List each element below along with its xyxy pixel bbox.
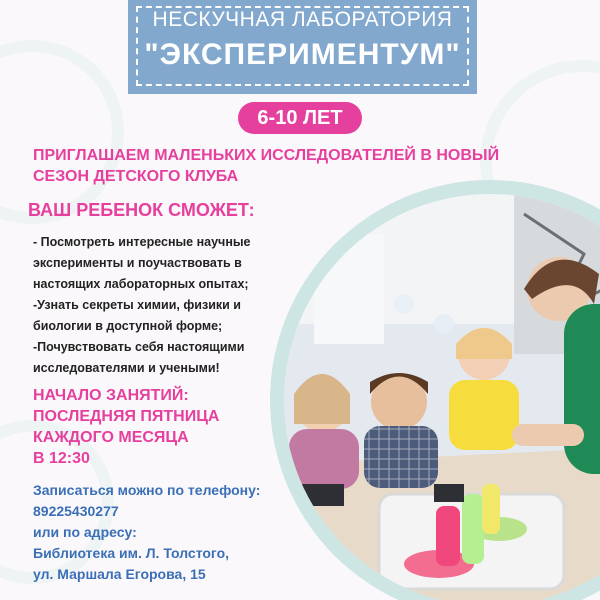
schedule-line: В 12:30 — [33, 450, 90, 467]
skills-line: биологии в доступной форме; — [33, 319, 223, 333]
skills-line: исследователями и учеными! — [33, 361, 220, 375]
address-line: Библиотека им. Л. Толстого, — [33, 545, 230, 561]
skills-line: эксперименты и поучаствовать в — [33, 256, 242, 270]
schedule-line: НАЧАЛО ЗАНЯТИЙ: — [33, 387, 189, 404]
schedule-block — [33, 385, 273, 469]
skills-line: -Почувствовать себя настоящими — [33, 340, 245, 354]
skills-line: -Узнать секреты химии, физики и — [33, 298, 241, 312]
age-badge: 6-10 ЛЕТ — [238, 102, 362, 134]
schedule-line: ПОСЛЕДНЯЯ ПЯТНИЦА — [33, 408, 220, 425]
contacts-block — [33, 480, 333, 585]
address-line: ул. Маршала Егорова, 15 — [33, 566, 206, 582]
title-line-2: "ЭКСПЕРИМЕНТУМ" — [144, 38, 461, 71]
title-box — [130, 0, 475, 92]
skills-heading: ВАШ РЕБЕНОК СМОЖЕТ: — [28, 200, 255, 220]
skills-list — [33, 232, 283, 379]
skills-line: настоящих лабораторных опытах; — [33, 277, 249, 291]
skills-line: - Посмотреть интересные научные — [33, 235, 251, 249]
bg-pattern-circle — [0, 40, 124, 224]
schedule-line: КАЖДОГО МЕСЯЦА — [33, 429, 189, 446]
phone-number: 89225430277 — [33, 503, 119, 519]
contacts-line: Записаться можно по телефону: — [33, 482, 261, 498]
title-line-1: НЕСКУЧНАЯ ЛАБОРАТОРИЯ — [152, 8, 453, 31]
contacts-line: или по адресу: — [33, 524, 137, 540]
invite-line: СЕЗОН ДЕТСКОГО КЛУБА — [33, 168, 239, 185]
invite-line: ПРИГЛАШАЕМ МАЛЕНЬКИХ ИССЛЕДОВАТЕЛЕЙ В НОВЫЙ — [33, 147, 500, 164]
